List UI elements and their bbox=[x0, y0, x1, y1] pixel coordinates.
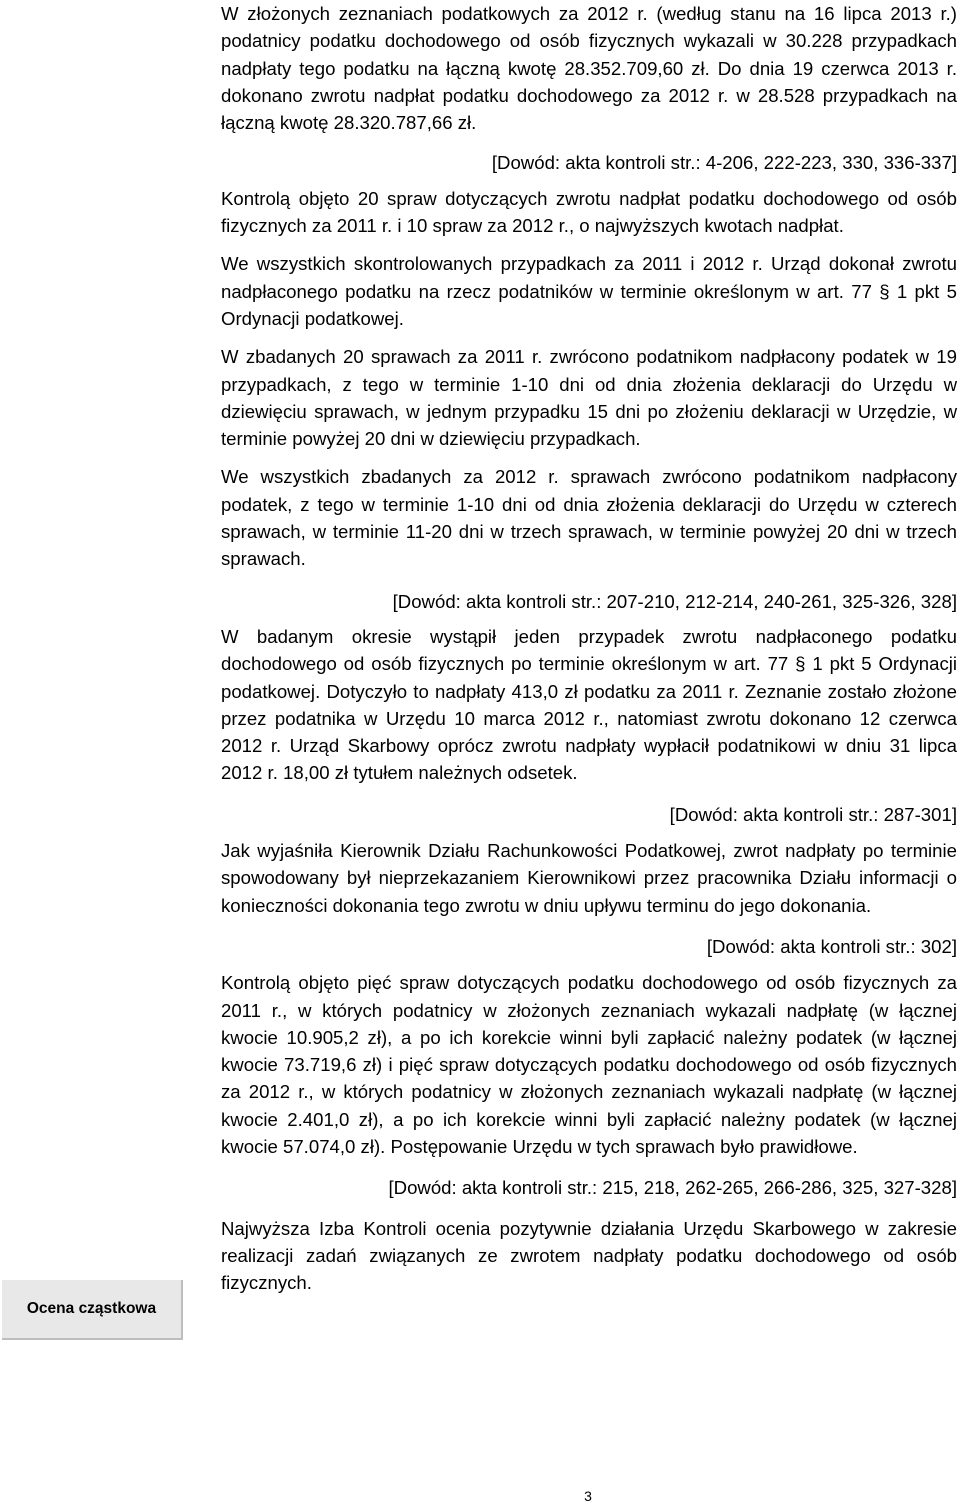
partial-assessment-label: Ocena cząstkowa bbox=[26, 1300, 157, 1317]
page-number: 3 bbox=[584, 1488, 592, 1504]
paragraph-4: W zbadanych 20 sprawach za 2011 r. zwrócono podatnikom nadpłacony podatek w 19 przypadkach, z tego w terminie 1-10 dni od dnia złożenia deklaracji do Urzędu w dziewięciu sprawach, w jednym przypadku 15 dni po złożeniu deklaracji w Urzędzie, w terminie powyżej 20 dni w dziewięciu przypadkach. bbox=[221, 346, 957, 450]
paragraph-2: Kontrolą objęto 20 spraw dotyczących zwrotu nadpłat podatku dochodowego od osób fizycznych za 2011 r. i 10 spraw za 2012 r., o najwyższych kwotach nadpłat. bbox=[221, 187, 957, 237]
paragraph-5: We wszystkich zbadanych za 2012 r. sprawach zwrócono podatnikom nadpłacony podatek, z tego w terminie 1-10 dni od dnia złożenia deklaracji do Urzędu w czterech sprawach, w terminie 11-20 dni w trzech sprawach, w terminie powyżej 20 dni w trzech sprawach. bbox=[221, 466, 957, 570]
evidence-reference-3: [Dowód: akta kontroli str.: 287-301] bbox=[669, 803, 957, 825]
paragraph-9-assessment: Najwyższa Izba Kontroli ocenia pozytywnie działania Urzędu Skarbowego w zakresie realizacji zadań związanych ze zwrotem nadpłaty podatku dochodowego od osób fizycznych. bbox=[221, 1217, 957, 1294]
paragraph-8: Kontrolą objęto pięć spraw dotyczących podatku dochodowego od osób fizycznych za 2011 r., w których podatnicy w złożonych zeznaniach wykazali nadpłatę (w łącznej kwocie 10.905,2 zł), a po ich korekcie winni byli zapłacić należny podatek (w łącznej kwocie 73.719,6 zł) i pięć spraw dotyczących podatku dochodowego od osób fizycznych za 2012 r., w których podatnicy w złożonych zeznaniach wykazali nadpłatę (w łącznej kwocie 2.401,0 zł), a po ich korekcie winni byli zapłacić należny podatek (w łącznej kwocie 57.074,0 zł). Postępowanie Urzędu w tych sprawach było prawidłowe. bbox=[221, 972, 957, 1157]
evidence-reference-2: [Dowód: akta kontroli str.: 207-210, 212-214, 240-261, 325-326, 328] bbox=[392, 590, 957, 612]
document-body bbox=[221, 0, 957, 1296]
paragraph-6: W badanym okresie wystąpił jeden przypadek zwrotu nadpłaconego podatku dochodowego od osób fizycznych po terminie określonym w art. 77 § 1 pkt 5 Ordynacji podatkowej. Dotyczyło to nadpłaty 413,0 zł podatku za 2011 r. Zeznanie zostało złożone przez podatnika w Urzędu 10 marca 2012 r., natomiast zwrotu dokonano 12 czerwca 2012 r. Urząd Skarbowy oprócz zwrotu nadpłaty wypłacił podatnikowi w dniu 31 lipca 2012 r. 18,00 zł tytułem należnych odsetek. bbox=[221, 625, 957, 784]
paragraph-7: Jak wyjaśniła Kierownik Działu Rachunkowości Podatkowej, zwrot nadpłaty po terminie spowodowany był nieprzekazaniem Kierownikowi przez pracownika Działu informacji o konieczności dokonania tego zwrotu w dniu upływu terminu do jego dokonania. bbox=[221, 840, 957, 916]
paragraph-1: W złożonych zeznaniach podatkowych za 2012 r. (według stanu na 16 lipca 2013 r.) podatnicy podatku dochodowego od osób fizycznych wykazali w 30.228 przypadkach nadpłaty tego podatku na łączną kwotę 28.352.709,60 zł. Do dnia 19 czerwca 2013 r. dokonano zwrotu nadpłat podatku dochodowego za 2012 r. w 28.528 przypadkach na łączną kwotę 28.320.787,66 zł. bbox=[221, 3, 957, 134]
paragraph-3: We wszystkich skontrolowanych przypadkach za 2011 i 2012 r. Urząd dokonał zwrotu nadpłaconego podatku na rzecz podatników w terminie określonym w art. 77 § 1 pkt 5 Ordynacji podatkowej. bbox=[221, 253, 957, 329]
evidence-reference-5: [Dowód: akta kontroli str.: 215, 218, 262-265, 266-286, 325, 327-328] bbox=[388, 1177, 957, 1199]
evidence-reference-1: [Dowód: akta kontroli str.: 4-206, 222-223, 330, 336-337] bbox=[491, 152, 957, 174]
evidence-reference-4: [Dowód: akta kontroli str.: 302] bbox=[706, 935, 957, 957]
partial-assessment-box bbox=[2, 1280, 183, 1340]
